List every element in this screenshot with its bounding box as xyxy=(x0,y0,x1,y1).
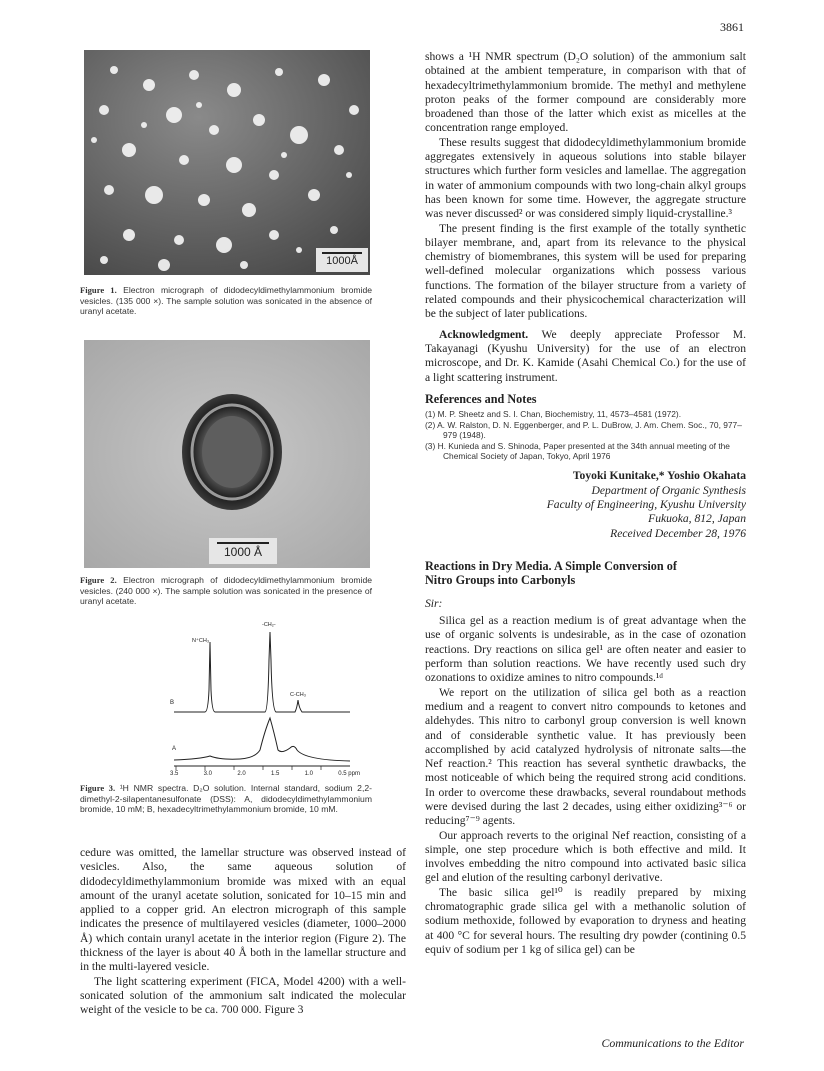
reference-item: (3) H. Kunieda and S. Shinoda, Paper presented at the 34th annual meeting of the Chemical Society of Japan, Tokyo, April 1976 xyxy=(425,440,730,461)
figure-2-caption-label: Figure 2. xyxy=(80,575,117,585)
figure-1-caption-text: Electron micrograph of didodecyldimethylammonium bromide vesicles. (135 000 ×). The sample solution was sonicated in the absence of uranyl acetate. xyxy=(80,285,373,317)
figure-1-caption-label: Figure 1. xyxy=(80,285,117,295)
reference-item: (2) A. W. Ralston, D. N. Eggenberger, and P. L. DuBrow, J. Am. Chem. Soc., 70, 977–979 (1948). xyxy=(425,419,742,441)
micrograph-multilayer-vesicle-image xyxy=(84,340,370,568)
scale-bar xyxy=(209,538,277,564)
acknowledgment xyxy=(425,328,746,385)
article-title-line: Nitro Groups into Carbonyls xyxy=(425,573,576,588)
figure-2-micrograph xyxy=(84,340,370,568)
x-tick-label: 3.0 xyxy=(203,771,212,777)
reference-item: (1) M. P. Sheetz and S. I. Chan, Biochemistry, 11, 4573–4581 (1972). xyxy=(425,409,682,420)
figure-1-caption xyxy=(80,285,372,317)
peak-label-nch3: N⁺CH₃ xyxy=(192,638,210,644)
body-paragraph: These results suggest that didodecyldimethylammonium bromide aggregates extensively in aqueous solutions into stable bilayer structures which further form vesicles and lamellae. The aggregation in water of ammonium compounds with two long-chain alkyl groups has been known for some time. However, the aggregate structure was never discussed² or was considered simply liquid-crystalline.³ xyxy=(425,135,746,221)
scale-bar-label: 1000 Å xyxy=(223,545,263,559)
article-title-line: Reactions in Dry Media. A Simple Conversion of xyxy=(425,558,677,573)
micrograph-vesicles-image xyxy=(84,50,370,275)
figure-3-caption xyxy=(80,783,372,815)
body-paragraph: Silica gel as a reaction medium is of great advantage when the use of organic solvents is undesirable, as in the case of ozonation reactions. Dry reactions on silica gel¹ are often neater and easier to perform than solution reactions. We have recently used such dry ozonations to oxidize amines to nitro compounds.¹ᵈ xyxy=(425,614,746,685)
peak-label-cch3: C-CH₃ xyxy=(290,692,306,698)
body-paragraph: The present finding is the first example of the totally synthetic bilayer membrane, and, apart from its relevance to the physical chemistry of biomembranes, this system will be used for preparing well-defined molecular organizations which possess various functions. The formation of the bilayer structure from a variety of related compounds and their physicochemical characterization will be the subject of later publications. xyxy=(425,221,746,321)
trace-b-label: B xyxy=(170,700,175,706)
trace-a-label: A xyxy=(172,746,177,752)
acknowledgment-label: Acknowledgment. xyxy=(439,327,529,341)
affiliation-line: Department of Organic Synthesis xyxy=(591,483,746,497)
figure-2-caption-text: Electron micrograph of didodecyldimethylammonium bromide vesicles. (240 000 ×). The sample solution was sonicated in the presence of uranyl acetate. xyxy=(80,575,373,607)
page-number: 3861 xyxy=(720,20,744,34)
body-paragraph: cedure was omitted, the lamellar structure was observed instead of vesicles. Also, the same aqueous solution of didodecyldimethylammonium bromide was mixed with an equal amount of the uranyl acetate solution, sonicated for 10–15 min and applied to a copper grid. An electron micrograph of this sample indicates the presence of multilayered vesicles (diameter, 1000–2000 Å) which contain uranyl acetate in the interior region (Figure 2). The thickness of the layer is about 40 Å both in the lamellar structure and in the multi-layered vesicle. xyxy=(80,846,406,974)
figure-2-caption xyxy=(80,575,372,607)
affiliation-line: Faculty of Engineering, Kyushu University xyxy=(546,497,746,511)
right-column xyxy=(425,50,746,957)
article-title xyxy=(425,559,746,588)
received-date: Received December 28, 1976 xyxy=(610,526,746,540)
authors: Toyoki Kunitake,* Yoshio Okahata xyxy=(572,469,746,483)
x-tick-label: 2.0 xyxy=(237,771,246,777)
journal-section-footer: Communications to the Editor xyxy=(601,1036,744,1050)
x-tick-label: 3.5 xyxy=(170,771,179,777)
body-paragraph: Our approach reverts to the original Nef reaction, consisting of a simple, one step procedure which is both effective and mild. It involves embedding the nitro compound into activated basic silica gel and elution of the resulting carbonyl derivative. xyxy=(425,828,746,885)
left-body-text xyxy=(80,846,406,1018)
figure-3-caption-text: ¹H NMR spectra. D₂O solution. Internal standard, sodium 2,2-dimethyl-2-silapentanesulfonate (DSS): A, didodecyldimethylammonium bromide, 10 mM; B, hexadecyltrimethylammonium bromide, 10 mM. xyxy=(80,783,372,815)
affiliation-line: Fukuoka, 812, Japan xyxy=(648,512,746,526)
nmr-spectra-plot xyxy=(160,620,360,780)
salutation: Sir: xyxy=(425,596,443,610)
figure-1-micrograph xyxy=(84,50,370,275)
figure-3-caption-label: Figure 3. xyxy=(80,783,116,793)
figure-3-nmr-spectra xyxy=(160,620,360,780)
x-tick-label: 0.5 ppm xyxy=(338,771,360,777)
scale-bar xyxy=(316,248,368,272)
body-paragraph: The basic silica gel¹⁰ is readily prepared by mixing chromatographic grade silica gel with a methanolic solution of sodium methoxide, followed by evaporation to dryness and heating at 400 °C for several hours. The resulting dry powder (contining 0.5 equiv of sodium per 1 kg of silica gel) can be xyxy=(425,885,746,956)
body-paragraph: shows a ¹H NMR spectrum (D₂O solution) of the ammonium salt obtained at the ambient temperature, in comparison with that of hexadecyltrimethylammonium bromide. The methyl and methylene proton peaks of the former compound are considerably more broadened than those of the latter which exist as micelles at the concentration range employed. xyxy=(425,50,746,135)
scale-bar-label: 1000Å xyxy=(326,255,358,267)
x-tick-label: 1.0 xyxy=(304,771,313,777)
trace-a-line xyxy=(174,718,350,761)
trace-b-line xyxy=(174,632,350,712)
x-axis-ticks xyxy=(170,771,360,777)
author-signature xyxy=(425,469,746,540)
references-heading: References and Notes xyxy=(425,391,537,406)
body-paragraph: We report on the utilization of silica gel both as a reaction medium and a reagent to convert nitro compounds to ketones and aldehydes. This nitro to carbonyl group conversion is well known and of considerable synthetic value. It has previously been accomplished by acid catalyzed hydrolysis of nitronate salts—the Nef reaction.² This reaction has several synthetic drawbacks, the most noticeable of which being the required strong acid conditions. In order to overcome these drawbacks, several roundabout methods were devised during the last 2 decades, using either oxidizing³⁻⁶ or reducing⁷⁻⁹ agents. xyxy=(425,685,746,828)
peak-label-ch2: -CH₂- xyxy=(262,622,276,628)
body-paragraph: The light scattering experiment (FICA, Model 4200) with a well-sonicated solution of the ammonium salt indicated the molecular weight of the vesicle to be ca. 700 000. Figure 3 xyxy=(80,974,406,1017)
references-list xyxy=(425,409,746,461)
acknowledgment-text: We deeply appreciate Professor M. Takayanagi (Kyushu University) for the use of an electron microscope, and Dr. K. Kamide (Asahi Chemical Co.) for the use of a light scattering instrument. xyxy=(425,327,746,384)
x-tick-label: 1.5 xyxy=(270,771,280,777)
